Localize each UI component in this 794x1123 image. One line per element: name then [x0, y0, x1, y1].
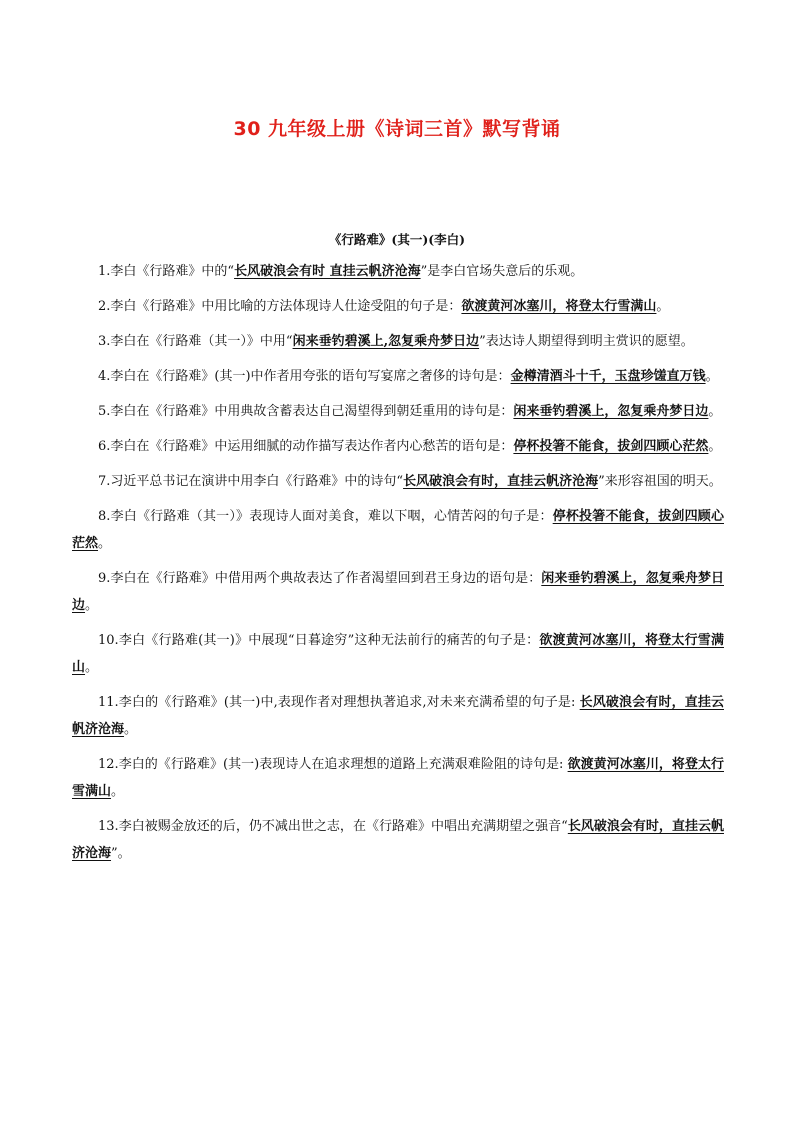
question-item [72, 293, 724, 320]
question-text: 1.李白《行路难》中的“ [98, 264, 235, 279]
question-suffix: 。 [98, 536, 112, 551]
question-suffix: 。 [708, 404, 722, 419]
question-suffix: 。 [85, 598, 99, 613]
question-text: 2.李白《行路难》中用比喻的方法体现诗人仕途受阻的句子是： [98, 299, 462, 314]
answer-text: 欲渡黄河冰塞川，将登太行雪满山 [461, 299, 657, 314]
question-suffix: ”表达诗人期望得到明主赏识的愿望。 [479, 334, 694, 349]
question-item [72, 328, 724, 355]
question-text: 8.李白《行路难（其一）》表现诗人面对美食，难以下咽，心情苦闷的句子是： [98, 509, 553, 524]
question-item [72, 565, 724, 619]
question-suffix: ”来形容祖国的明天。 [598, 474, 722, 489]
question-text: 12.李白的《行路难》(其一)表现诗人在追求理想的道路上充满艰难险阻的诗句是: [98, 757, 568, 772]
answer-text: 金樽清酒斗十千，玉盘珍馐直万钱 [510, 369, 706, 384]
question-text: 13.李白被赐金放还的后，仍不减出世之志，在《行路难》中唱出充满期望之强音“ [98, 819, 568, 834]
question-suffix: ”。 [111, 846, 131, 861]
question-text: 10.李白《行路难(其一)》中展现“日暮途穷”这种无法前行的痛苦的句子是： [98, 633, 540, 648]
question-text: 3.李白在《行路难（其一）》中用“ [98, 334, 293, 349]
question-suffix: 。 [705, 369, 719, 384]
question-text: 5.李白在《行路难》中用典故含蓄表达自己渴望得到朝廷重用的诗句是： [98, 404, 514, 419]
answer-text: 闲来垂钓碧溪上，忽复乘舟梦日边 [513, 404, 709, 419]
question-suffix: 。 [708, 439, 722, 454]
question-item [72, 689, 724, 743]
question-suffix: 。 [124, 722, 138, 737]
answer-text: 闲来垂钓碧溪上，忽复乘舟梦日边 [72, 571, 724, 613]
question-text: 9.李白在《行路难》中借用两个典故表达了作者渴望回到君王身边的语句是： [98, 571, 542, 586]
document-title: 30 九年级上册《诗词三首》默写背诵 [233, 118, 561, 140]
answer-text: 长风破浪会有时 直挂云帆济沧海 [234, 264, 421, 279]
question-item [72, 433, 724, 460]
answer-text: 欲渡黄河冰塞川，将登太行雪满山 [72, 633, 724, 675]
question-item [72, 398, 724, 425]
question-suffix: 。 [656, 299, 670, 314]
answer-text: 闲来垂钓碧溪上,忽复乘舟梦日边 [292, 334, 480, 349]
question-text: 11.李白的《行路难》(其一)中,表现作者对理想执著追求,对未来充满希望的句子是: [98, 695, 580, 710]
question-text: 4.李白在《行路难》(其一)中作者用夸张的语句写宴席之奢侈的诗句是： [98, 369, 511, 384]
section-heading: 《行路难》(其一)(李白) [328, 232, 466, 247]
question-suffix: 。 [85, 660, 99, 675]
question-item [72, 503, 724, 557]
question-text: 6.李白在《行路难》中运用细腻的动作描写表达作者内心愁苦的语句是： [98, 439, 514, 454]
answer-text: 停杯投箸不能食，拔剑四顾心茫然 [72, 509, 724, 551]
question-item [72, 468, 724, 495]
question-item [72, 813, 724, 867]
question-list [72, 258, 724, 875]
question-item [72, 258, 724, 285]
question-item [72, 627, 724, 681]
question-suffix: ”是李白官场失意后的乐观。 [420, 264, 584, 279]
answer-text: 长风破浪会有时，直挂云帆济沧海 [72, 695, 724, 737]
question-suffix: 。 [111, 784, 125, 799]
answer-text: 欲渡黄河冰塞川，将登太行雪满山 [72, 757, 724, 799]
answer-text: 长风破浪会有时，直挂云帆济沧海 [403, 474, 599, 489]
question-text: 7.习近平总书记在演讲中用李白《行路难》中的诗句“ [98, 474, 404, 489]
question-item [72, 363, 724, 390]
answer-text: 长风破浪会有时，直挂云帆济沧海 [72, 819, 724, 861]
question-item [72, 751, 724, 805]
answer-text: 停杯投箸不能食，拔剑四顾心茫然 [513, 439, 709, 454]
